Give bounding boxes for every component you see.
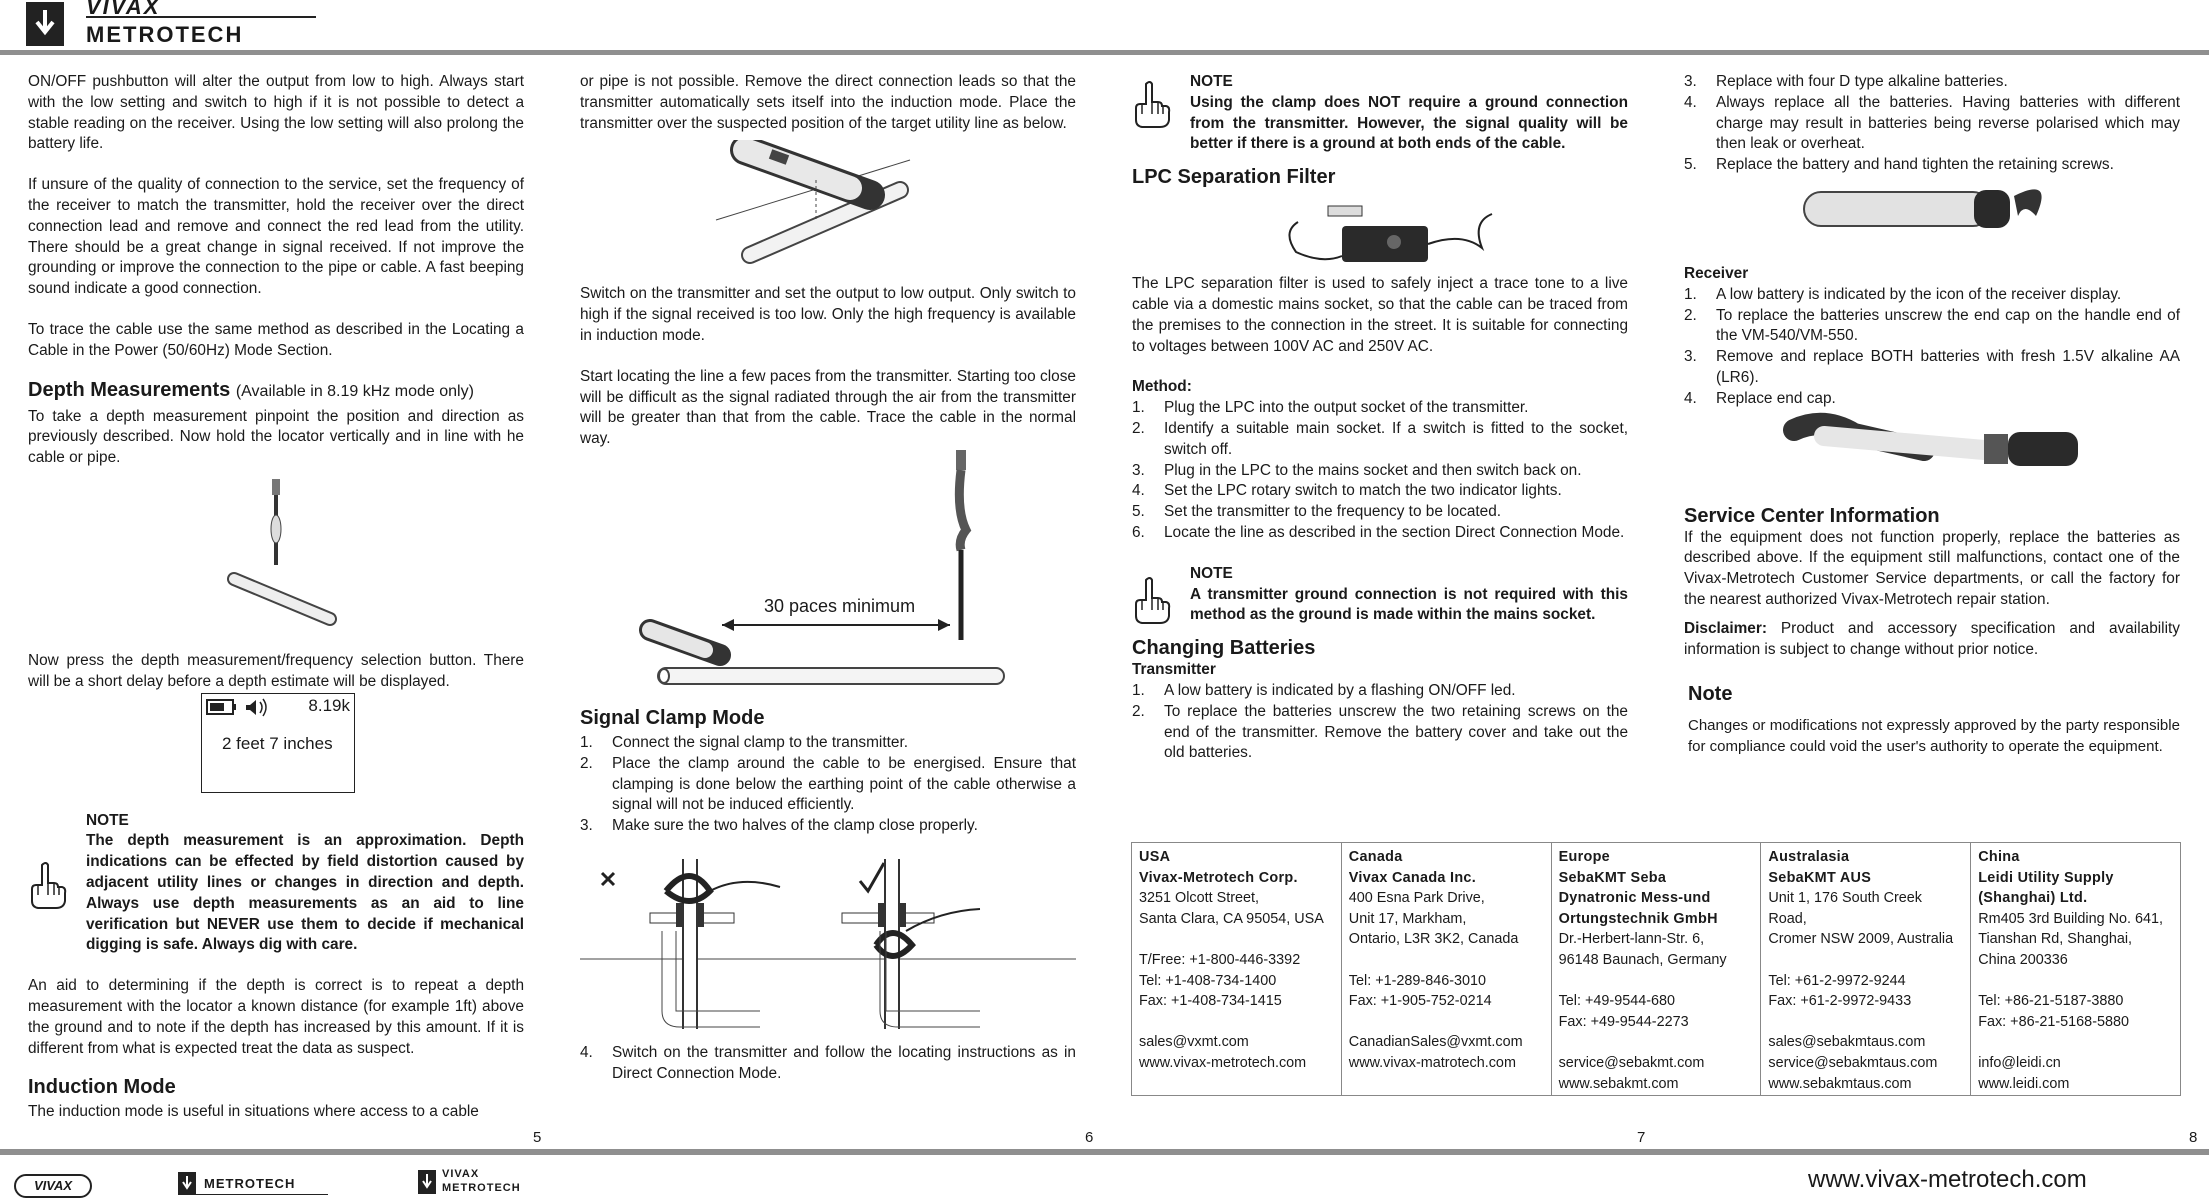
website-link[interactable]: www.vivax-matrotech.com <box>1348 1054 1516 1071</box>
paragraph: To take a depth measurement pinpoint the position and direction as previously described. Now hold the locator vertically and in line with he cable or pipe. <box>28 407 524 467</box>
note-heading: Note <box>1688 683 1733 706</box>
list-item: 2. Place the clamp around the cable to be energised. Ensure that clamping is done below the earthing point of the cable otherwise a signal will not be induced efficiently. <box>580 754 1076 814</box>
lpc-note <box>1132 564 1628 626</box>
paragraph: If the equipment does not function properly, replace the batteries as described above. If the equipment still malfunctions, contact one of the Vivax-Metrotech Customer Service departments, or call the factory for the nearest authorized Vivax-Metrotech repair station. <box>1684 528 2180 608</box>
list-item: 4. Switch on the transmitter and follow the locating instructions as in Direct Connection Mode. <box>580 1043 1076 1082</box>
list-item: 1. A low battery is indicated by the icon of the receiver display. <box>1684 285 2122 303</box>
transmitter-heading: Transmitter <box>1132 661 1216 679</box>
page-5-column <box>28 72 524 1123</box>
website-link[interactable]: www.sebakmt.com <box>1558 1075 1679 1092</box>
depth-measurements-heading: Depth Measurements (Available in 8.19 kHz mode only) <box>28 378 474 401</box>
transmitter-steps-continued <box>1684 72 2180 176</box>
lpc-filter-heading: LPC Separation Filter <box>1132 166 1336 189</box>
email-link[interactable]: sales@vxmt.com <box>1139 1034 1249 1051</box>
transmitter-over-pipe-illustration <box>580 140 1076 270</box>
induction-mode-heading: Induction Mode <box>28 1076 176 1099</box>
website-link[interactable]: www.vivax-metrotech.com <box>1139 1054 1307 1071</box>
receiver-heading: Receiver <box>1684 264 1749 282</box>
list-item: 3. Plug in the LPC to the mains socket and then switch back on. <box>1132 461 1582 479</box>
note-title: NOTE <box>1190 564 1233 582</box>
list-item: 5. Set the transmitter to the frequency to be located. <box>1132 503 1502 521</box>
depth-display-readout <box>201 693 355 793</box>
paragraph: If unsure of the quality of connection to the service, set the frequency of the receiver to match the transmitter, hold the receiver over the direct connection lead and remove and connect the red lead from the utility. There should be a great change in signal received. If not improve the grounding or improve the connection to the pipe or cable. A fast beeping sound indicate a good connection. <box>28 176 524 298</box>
locator-over-pipe-illustration <box>28 479 524 637</box>
clamp-placement-figure <box>580 851 1076 1029</box>
note-title: NOTE <box>1190 73 1233 90</box>
logo-text-vivax: VIVAX <box>86 0 161 19</box>
page-6-column <box>580 72 1076 1085</box>
paragraph: An aid to determining if the depth is correct is to repeat a depth measurement with the locator a known distance (for example 1ft) above the ground and to note if the depth has increased by this amount. If it is different from what is expected treat the data as suspect. <box>28 977 524 1057</box>
contact-usa: USA Vivax-Metrotech Corp. 3251 Olcott Street, Santa Clara, CA 95054, USA T/Free: +1-800-446-3392 Tel: +1-408-734-1400 Fax: +1-408-734-1415 sales@vxmt.com www.vivax-metrotech.com <box>1132 843 1342 1095</box>
logo-mark-icon <box>178 1172 200 1196</box>
logo-mark-icon <box>26 2 64 46</box>
contact-europe: Europe SebaKMT Seba Dynatronic Mess-und Ortungstechnik GmbH Dr.-Herbert-lann-Str. 6, 96148 Baunach, Germany Tel: +49-9544-680 Fax: +49-9544-2273 service@sebakmt.com www.sebakmt.com <box>1552 843 1762 1095</box>
lpc-filter-illustration <box>1132 192 1628 264</box>
list-item: 4. Set the LPC rotary switch to match the two indicator lights. <box>1132 482 1562 500</box>
page-number: 8 <box>2189 1129 2198 1146</box>
paragraph: Changes or modifications not expressly approved by the party responsible for compliance could void the user's authority to operate the equipment. <box>1688 717 2180 756</box>
list-item: 3. Make sure the two halves of the clamp close properly. <box>580 817 978 835</box>
service-center-heading: Service Center Information <box>1684 504 1940 527</box>
header-bar <box>0 50 2209 55</box>
lpc-filter-figure <box>1132 192 1628 264</box>
logo-mark-icon <box>418 1170 438 1196</box>
method-heading: Method: <box>1132 378 1192 396</box>
list-item: 4. Replace end cap. <box>1684 389 1836 407</box>
list-item: 5. Replace the battery and hand tighten the retaining screws. <box>1684 156 2114 174</box>
battery-speaker-icon <box>206 696 270 720</box>
clamp-right-wrong-illustration <box>580 851 1076 1029</box>
changing-batteries-heading: Changing Batteries <box>1132 637 1316 660</box>
pointing-hand-icon <box>1132 576 1172 626</box>
note-title: NOTE <box>86 811 129 829</box>
paragraph: Now press the depth measurement/frequency selection button. There will be a short delay before a depth estimate will be displayed. <box>28 651 524 690</box>
website-url[interactable]: www.vivax-metrotech.com <box>1808 1166 2087 1193</box>
footer-bar <box>0 1149 2209 1155</box>
depth-note <box>28 811 524 957</box>
note-text: Using the clamp does NOT require a ground connection from the transmitter. However, the signal quality will be better if there is a ground at both ends of the cable. <box>1190 93 1628 153</box>
note-text: The depth measurement is an approximation. Depth indications can be effected by field distortion caused by adjacent utility lines or changes in direction and depth. Always use depth measurements as an aid to line verification but NEVER use them to decide if mechanical digging is safe. Always dig with care. <box>86 832 524 954</box>
email-link[interactable]: info@leidi.cn <box>1978 1054 2061 1071</box>
paces-label: 30 paces minimum <box>764 595 916 616</box>
receiver-battery-figure <box>1684 410 2180 486</box>
transmitter-battery-figure <box>1684 176 2180 254</box>
induction-transmitter-figure <box>580 140 1076 270</box>
receiver-handle-illustration <box>1684 410 2180 486</box>
disclaimer: Disclaimer: Product and accessory specification and availability information is subject to change without prior notice. <box>1684 619 2180 658</box>
metrotech-footer-logo: METROTECH <box>178 1172 328 1196</box>
clamp-note <box>1132 72 1628 155</box>
list-item: 4. Always replace all the batteries. Having batteries with different charge may result in batteries being reverse polarised which may then leak or overheat. <box>1684 93 2180 153</box>
page-number: 5 <box>533 1129 542 1146</box>
website-link[interactable]: www.leidi.com <box>1978 1075 2070 1092</box>
pointing-hand-icon <box>28 861 68 911</box>
logo-text-metrotech: METROTECH <box>86 22 244 47</box>
page-number: 7 <box>1637 1129 1646 1146</box>
contact-table <box>1131 842 2181 1096</box>
paragraph: The LPC separation filter is used to safely inject a trace tone to a live cable via a domestic mains socket, so that the cable can be traced from the premises to the connection in the street. It is suitable for connecting to voltages between 100V AC and 250V AC. <box>1132 275 1628 355</box>
locator-vertical-figure <box>28 479 524 637</box>
email-link[interactable]: sales@sebakmtaus.com <box>1768 1034 1926 1051</box>
list-item: 6. Locate the line as described in the section Direct Connection Mode. <box>1132 523 1625 541</box>
method-steps-list <box>1132 398 1628 544</box>
thirty-paces-figure <box>580 450 1076 700</box>
lcd-frequency: 8.19k <box>308 695 350 715</box>
signal-clamp-heading: Signal Clamp Mode <box>580 706 765 729</box>
contact-canada: Canada Vivax Canada Inc. 400 Esna Park Drive, Unit 17, Markham, Ontario, L3R 3K2, Canada Tel: +1-289-846-3010 Fax: +1-905-752-0214 CanadianSales@vxmt.com www.vivax-matrotech.com <box>1342 843 1552 1095</box>
paragraph: Switch on the transmitter and set the output to low output. Only switch to high if the signal received is too low. Only the high frequency is available in induction mode. <box>580 285 1076 344</box>
list-item: 3. Replace with four D type alkaline batteries. <box>1684 73 2008 90</box>
paragraph: The induction mode is useful in situations where access to a cable <box>28 1103 479 1121</box>
lcd-depth-value: 2 feet 7 inches <box>222 733 333 753</box>
email-link[interactable]: service@sebakmt.com <box>1558 1054 1705 1071</box>
paragraph: To trace the cable use the same method as described in the Locating a Cable in the Power (50/60Hz) Mode Section. <box>28 320 524 359</box>
list-item: 3. Remove and replace BOTH batteries with fresh 1.5V alkaline AA (LR6). <box>1684 348 2180 386</box>
page-7-column <box>1132 72 1628 764</box>
page-8-column <box>1684 72 2180 778</box>
clamp-step-4 <box>580 1043 1076 1085</box>
vivax-metrotech-footer-logo: VIVAX METROTECH <box>418 1170 538 1198</box>
note-text: A transmitter ground connection is not required with this method as the ground is made within the mains socket. <box>1190 585 1628 624</box>
page-number: 6 <box>1085 1129 1094 1146</box>
clamp-steps-list <box>580 733 1076 837</box>
paragraph: ON/OFF pushbutton will alter the output from low to high. Always start with the low setting and switch to high if it is not possible to detect a stable reading on the receiver. Using the low setting will also prolong the battery life. <box>28 73 524 153</box>
vivax-footer-logo: VIVAX <box>14 1174 92 1198</box>
website-link[interactable]: www.sebakmtaus.com <box>1768 1075 1912 1092</box>
transmitter-end-cap-illustration <box>1684 176 2180 254</box>
list-item: 1. Connect the signal clamp to the transmitter. <box>580 733 908 751</box>
list-item: 2. To replace the batteries unscrew the end cap on the handle end of the VM-540/VM-550. <box>1684 306 2180 345</box>
list-item: 1. Plug the LPC into the output socket of the transmitter. <box>1132 399 1529 417</box>
vivax-metrotech-logo <box>26 0 296 50</box>
contact-china: China Leidi Utility Supply (Shanghai) Ltd. Rm405 3rd Building No. 641, Tianshan Rd, Shanghai, China 200336 Tel: +86-21-5187-3880 Fax: +86-21-5168-5880 info@leidi.cn www.leidi.com <box>1971 843 2180 1095</box>
contact-australasia: Australasia SebaKMT AUS Unit 1, 176 South Creek Road, Cromer NSW 2009, Australia Tel: +61-2-9972-9244 Fax: +61-2-9972-9433 sales@sebakmtaus.com service@sebakmtaus.com www.sebakmtaus.com <box>1761 843 1971 1095</box>
email-link[interactable]: service@sebakmtaus.com <box>1768 1054 1938 1071</box>
list-item: 1. A low battery is indicated by a flashing ON/OFF led. <box>1132 681 1516 699</box>
email-link[interactable]: CanadianSales@vxmt.com <box>1348 1034 1523 1051</box>
receiver-steps-list <box>1684 285 2180 410</box>
pointing-hand-icon <box>1132 80 1172 130</box>
cross-mark-icon <box>602 873 614 885</box>
check-mark-icon <box>860 863 884 891</box>
paragraph: or pipe is not possible. Remove the direct connection leads so that the transmitter automatically sets itself into the induction mode. Place the transmitter over the suspected position of the target utility line as below. <box>580 73 1076 132</box>
transmitter-steps-list <box>1132 681 1628 764</box>
list-item: 2. Identify a suitable main socket. If a switch is fitted to the socket, switch off. <box>1132 419 1628 458</box>
locating-distance-illustration <box>580 450 1076 700</box>
list-item: 2. To replace the batteries unscrew the two retaining screws on the end of the transmitter. Remove the battery cover and take out the old batteries. <box>1132 702 1628 762</box>
paragraph: Start locating the line a few paces from the transmitter. Starting too close will be difficult as the signal radiated through the air from the transmitter will be greater than that from the cable. Trace the cable in the normal way. <box>580 367 1076 448</box>
